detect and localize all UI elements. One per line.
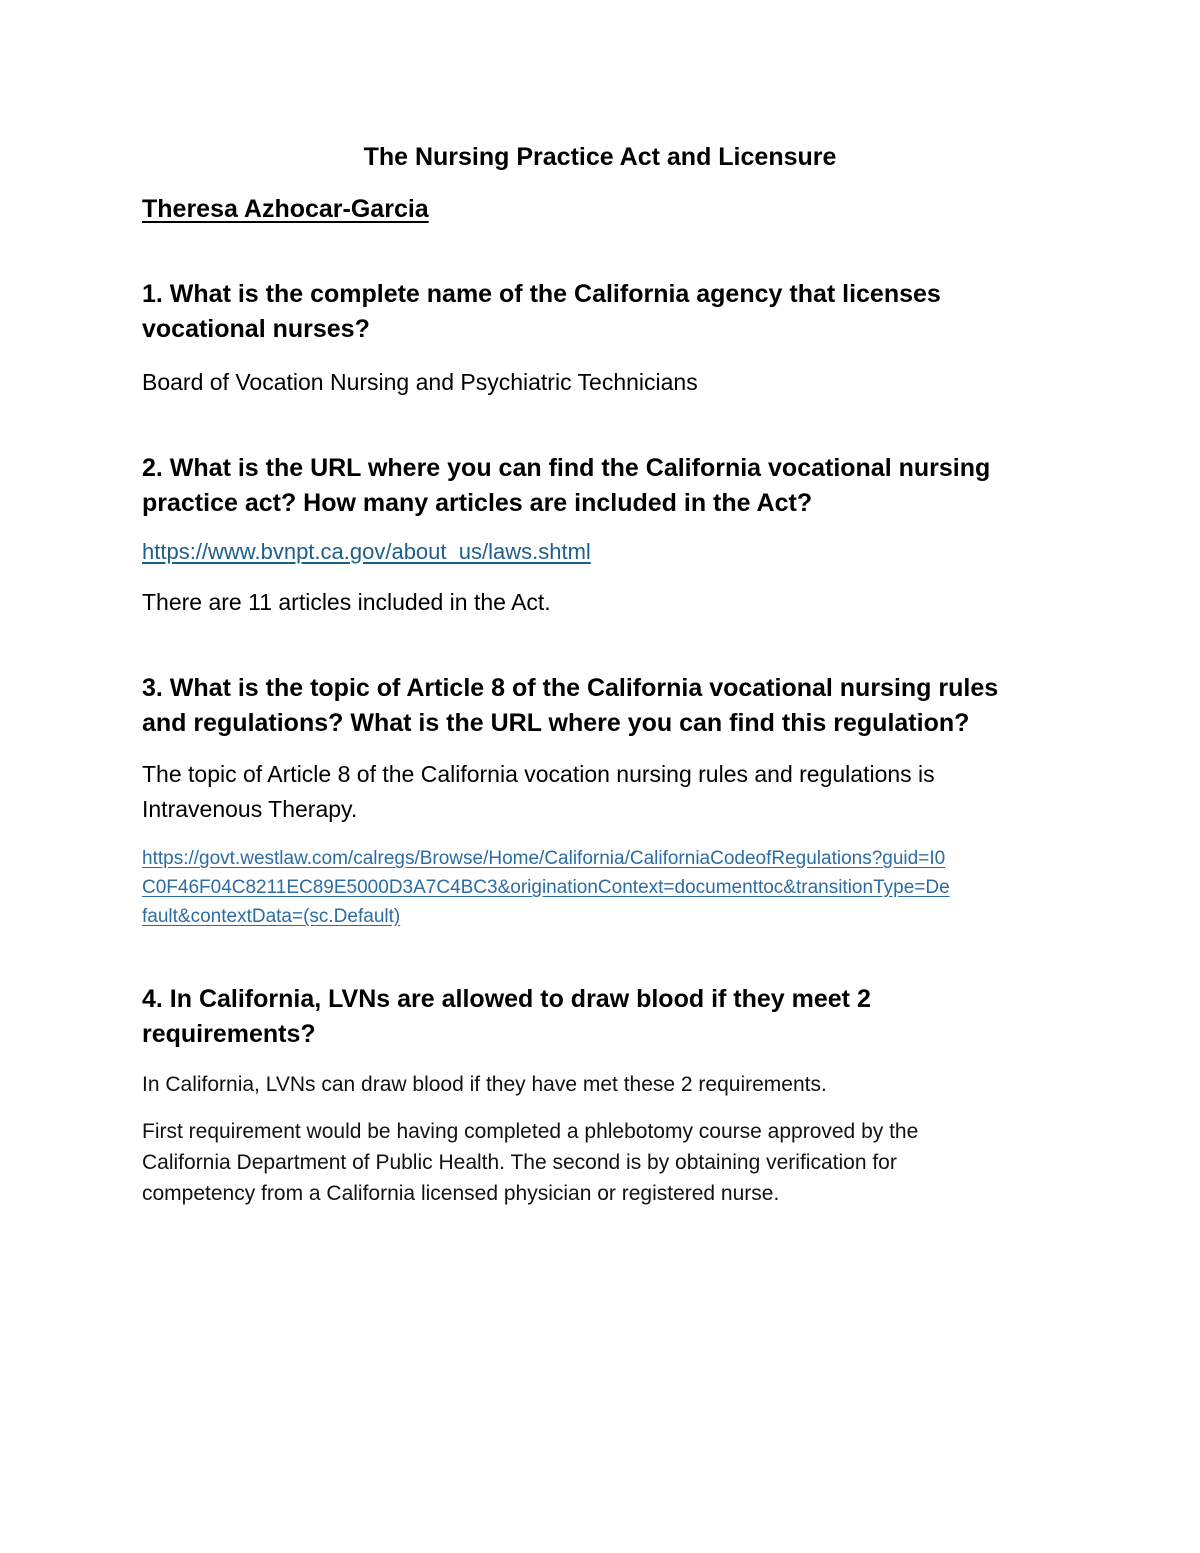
answer-3 [142, 757, 1072, 827]
author-name: Theresa Azhocar-Garcia [142, 195, 429, 223]
answer-4-line-1: First requirement would be having completed a phlebotomy course approved by the [142, 1120, 919, 1143]
document-title: The Nursing Practice Act and Licensure [363, 143, 837, 171]
question-1-line-2: vocational nurses? [142, 315, 370, 343]
question-3-line-1: 3. What is the topic of Article 8 of the California vocational nursing rules [142, 674, 999, 702]
westlaw-link-line-1[interactable]: https://govt.westlaw.com/calregs/Browse/Home/California/CaliforniaCodeofRegulations?guid=I0 [142, 848, 946, 869]
question-3-line-2: and regulations? What is the URL where you can find this regulation? [142, 709, 970, 737]
bvnpt-laws-link[interactable]: https://www.bvnpt.ca.gov/about_us/laws.shtml [142, 539, 591, 564]
westlaw-regulation-link[interactable] [142, 844, 1072, 931]
answer-1: Board of Vocation Nursing and Psychiatric Technicians [142, 369, 698, 395]
answer-4-intro: In California, LVNs can draw blood if they have met these 2 requirements. [142, 1073, 827, 1096]
question-3 [142, 671, 1072, 741]
answer-4 [142, 1116, 1042, 1209]
westlaw-link-line-3[interactable]: fault&contextData=(sc.Default) [142, 906, 401, 927]
answer-3-line-1: The topic of Article 8 of the California vocation nursing rules and regulations is [142, 761, 935, 787]
question-1 [142, 277, 1072, 347]
answer-4-line-2: California Department of Public Health. The second is by obtaining verification for [142, 1151, 897, 1174]
answer-2: There are 11 articles included in the Act. [142, 589, 551, 615]
question-4-line-1: 4. In California, LVNs are allowed to draw blood if they meet 2 [142, 985, 871, 1013]
question-2 [142, 451, 1072, 521]
westlaw-link-line-2[interactable]: C0F46F04C8211EC89E5000D3A7C4BC3&originationContext=documenttoc&transitionType=De [142, 877, 950, 898]
question-2-line-2: practice act? How many articles are included in the Act? [142, 489, 813, 517]
answer-3-line-2: Intravenous Therapy. [142, 796, 358, 822]
question-1-line-1: 1. What is the complete name of the California agency that licenses [142, 280, 941, 308]
answer-4-line-3: competency from a California licensed physician or registered nurse. [142, 1182, 780, 1205]
question-2-line-1: 2. What is the URL where you can find the California vocational nursing [142, 454, 991, 482]
question-4-line-2: requirements? [142, 1020, 316, 1048]
question-4 [142, 982, 1072, 1052]
